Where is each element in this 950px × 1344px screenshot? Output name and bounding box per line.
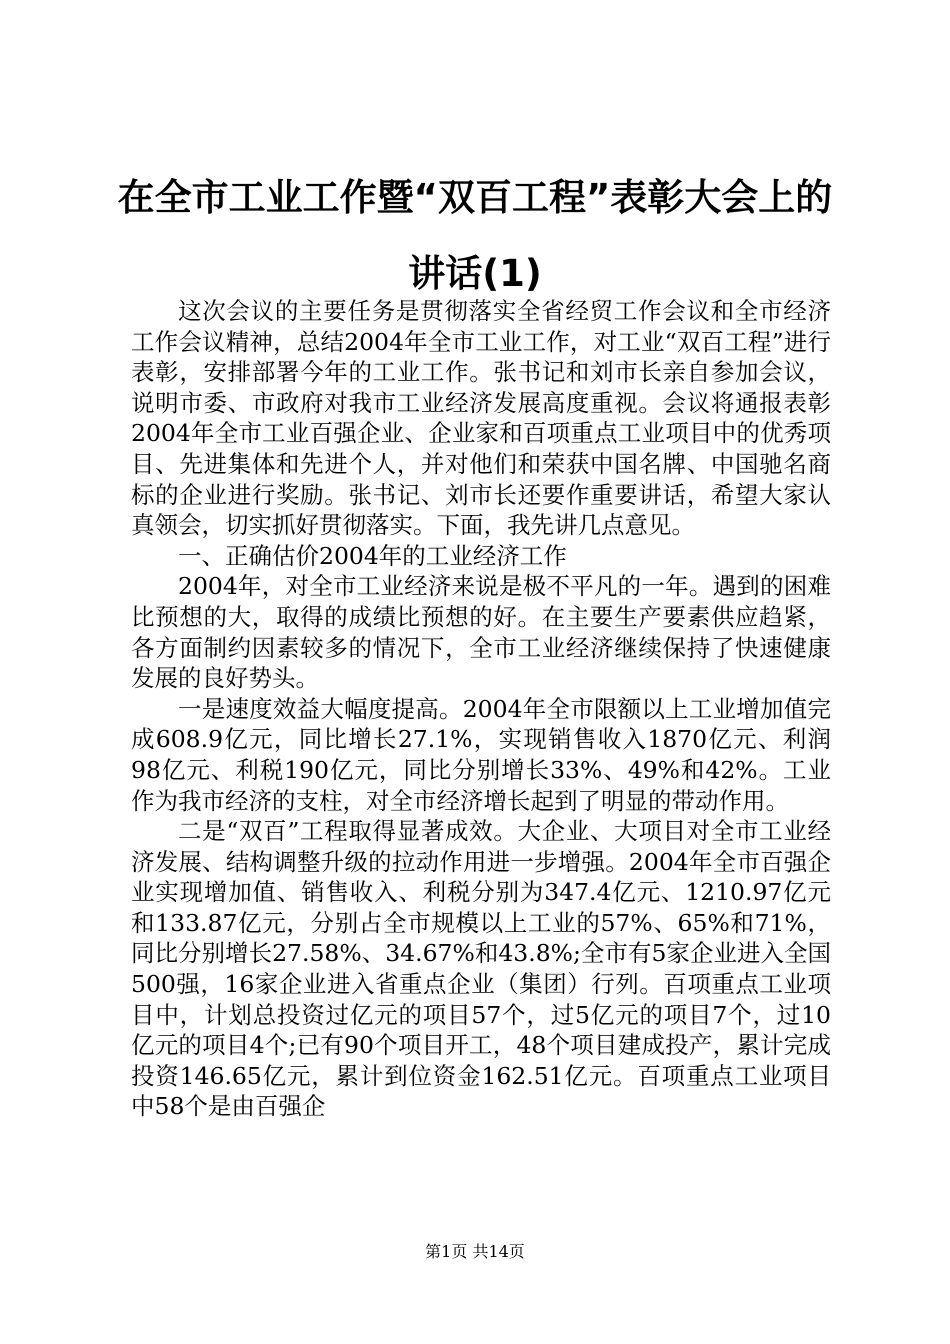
page-footer: 第1页 共14页 <box>425 1242 525 1261</box>
section-heading: 一、正确估价2004年的工业经济工作 <box>178 541 567 570</box>
paragraph: 二是“双百”工程取得显著成效。大企业、大项目对全市工业经济发展、结构调整升级的拉动作用进一步增强。2004年全市百强企业实现增加值、销售收入、利税分别为347.4亿元、1210.97亿元和133.87亿元，分别占全市规模以上工业的57%、65%和71%，同比分别增长27.58%、34.67%和43.8%;全市有5家企业进入全国500强，16家企业进入省重点企业（集团）行列。百项重点工业项目中，计划总投资过亿元的项目57个，过5亿元的项目7个，过10亿元的项目4个;已有90个项目开工，48个项目建成投产，累计完成投资146.65亿元，累计到位资金162.51亿元。百项重点工业项目中58个是由百强企 <box>131 817 831 1121</box>
document-title: 在全市工业工作暨“双百工程”表彰大会上的讲话(1) <box>117 176 833 295</box>
paragraph: 一是速度效益大幅度提高。2004年全市限额以上工业增加值完成608.9亿元，同比增长27.1%，实现销售收入1870亿元、利润98亿元、利税190亿元，同比分别增长33%、49%和42%。工业作为我市经济的支柱，对全市经济增长起到了明显的带动作用。 <box>131 694 831 815</box>
paragraph: 2004年，对全市工业经济来说是极不平凡的一年。遇到的困难比预想的大，取得的成绩比预想的好。在主要生产要素供应趋紧，各方面制约因素较多的情况下，全市工业经济继续保持了快速健康发展的良好势头。 <box>131 572 831 693</box>
paragraph: 这次会议的主要任务是贯彻落实全省经贸工作会议和全市经济工作会议精神，总结2004年全市工业工作，对工业“双百工程”进行表彰，安排部署今年的工业工作。张书记和刘市长亲自参加会议，说明市委、市政府对我市工业经济发展高度重视。会议将通报表彰2004年全市工业百强企业、企业家和百项重点工业项目中的优秀项目、先进集体和先进个人，并对他们和荣获中国名牌、中国驰名商标的企业进行奖励。张书记、刘市长还要作重要讲话，希望大家认真领会，切实抓好贯彻落实。下面，我先讲几点意见。 <box>131 297 831 540</box>
document-body <box>131 296 831 1122</box>
